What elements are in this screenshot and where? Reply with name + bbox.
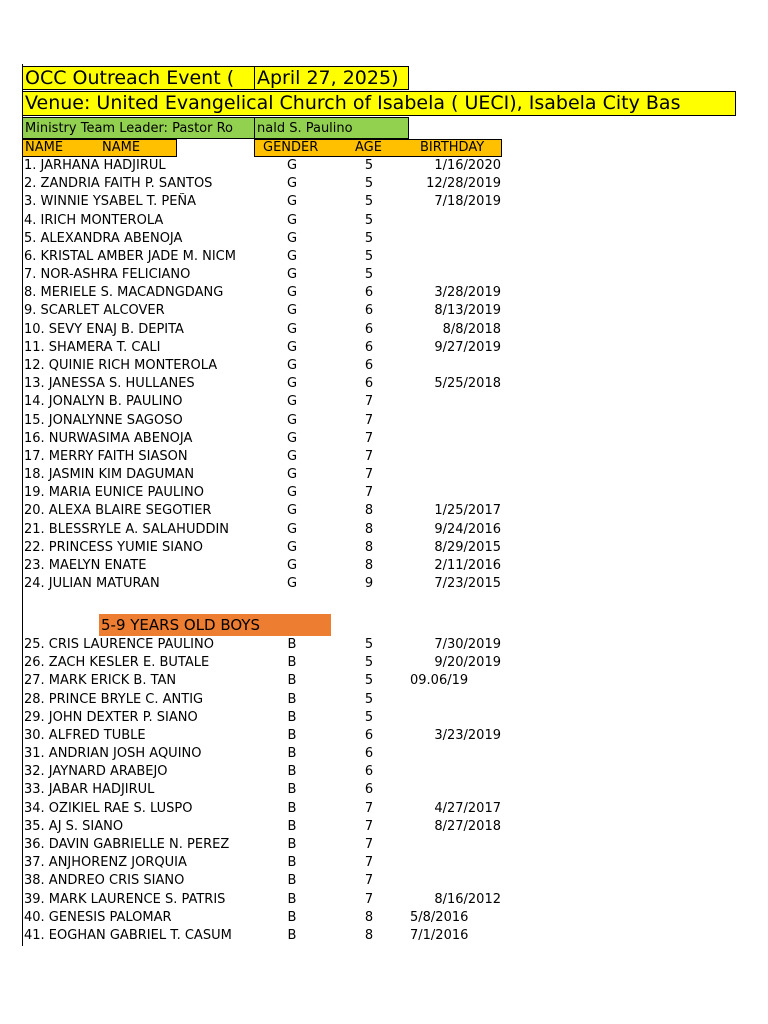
child-name: 4. IRICH MONTEROLA — [24, 212, 164, 228]
table-row[interactable] — [22, 193, 504, 211]
child-name: 27. MARK ERICK B. TAN — [24, 673, 177, 689]
boys-section-label: 5-9 YEARS OLD BOYS — [101, 616, 261, 634]
child-name: 3. WINNIE YSABEL T. PEÑA — [24, 194, 197, 210]
child-gender: G — [286, 448, 298, 464]
table-row[interactable] — [22, 157, 504, 175]
table-row[interactable] — [22, 248, 504, 266]
child-name: 15. JONALYNNE SAGOSO — [24, 412, 183, 428]
child-name: 20. ALEXA BLAIRE SEGOTIER — [24, 503, 212, 519]
child-age: 6 — [364, 357, 374, 373]
child-age: 8 — [364, 927, 374, 943]
child-gender: B — [287, 800, 297, 816]
child-name: 5. ALEXANDRA ABENOJA — [24, 230, 183, 246]
table-row[interactable] — [22, 339, 504, 357]
child-gender: G — [286, 285, 298, 301]
child-age: 5 — [364, 158, 374, 173]
child-gender: G — [286, 485, 298, 501]
child-age: 8 — [364, 539, 374, 555]
table-row[interactable] — [22, 357, 504, 375]
child-birthday: 2/11/2016 — [434, 557, 501, 573]
child-name: 18. JASMIN KIM DAGUMAN — [24, 467, 195, 483]
child-age: 7 — [364, 448, 374, 464]
child-age: 7 — [364, 485, 374, 501]
child-name: 17. MERRY FAITH SIASON — [24, 448, 188, 464]
table-row[interactable] — [22, 557, 504, 575]
table-row[interactable] — [22, 836, 504, 854]
child-name: 21. BLESSRYLE A. SALAHUDDIN — [24, 521, 230, 537]
child-name: 13. JANESSA S. HULLANES — [24, 376, 195, 392]
child-age: 7 — [364, 873, 374, 889]
child-birthday: 3/23/2019 — [434, 727, 501, 743]
child-name: 24. JULIAN MATURAN — [24, 576, 160, 592]
table-row[interactable] — [22, 654, 504, 672]
child-gender: G — [286, 430, 298, 446]
child-gender: B — [287, 855, 297, 871]
child-gender: G — [286, 339, 298, 355]
child-age: 7 — [364, 836, 374, 852]
child-gender: B — [287, 927, 297, 943]
child-age: 7 — [364, 891, 374, 907]
child-gender: G — [286, 394, 298, 410]
child-name: 23. MAELYN ENATE — [24, 557, 147, 573]
child-age: 6 — [364, 285, 374, 301]
child-age: 6 — [364, 782, 374, 798]
child-age: 7 — [364, 818, 374, 834]
table-row[interactable] — [22, 927, 504, 945]
child-age: 5 — [364, 673, 374, 689]
child-age: 7 — [364, 467, 374, 483]
child-birthday: 1/25/2017 — [434, 503, 501, 519]
table-row[interactable] — [22, 375, 504, 393]
child-gender: B — [287, 909, 297, 925]
table-row[interactable] — [22, 691, 504, 709]
child-name: 14. JONALYN B. PAULINO — [24, 394, 183, 410]
table-row[interactable] — [22, 175, 504, 193]
child-name: 28. PRINCE BRYLE C. ANTIG — [24, 691, 204, 707]
child-birthday: 7/1/2016 — [410, 927, 469, 943]
table-row[interactable] — [22, 709, 504, 727]
child-gender: B — [287, 673, 297, 689]
table-row[interactable] — [22, 539, 504, 557]
child-gender: B — [287, 818, 297, 834]
table-row[interactable] — [22, 448, 504, 466]
child-age: 8 — [364, 503, 374, 519]
child-birthday: 8/16/2012 — [434, 891, 501, 907]
child-name: 32. JAYNARD ARABEJO — [24, 764, 168, 780]
child-age: 5 — [364, 248, 374, 264]
child-age: 6 — [364, 303, 374, 319]
child-name: 19. MARIA EUNICE PAULINO — [24, 485, 204, 501]
child-name: 22. PRINCESS YUMIE SIANO — [24, 539, 203, 555]
table-row[interactable] — [22, 763, 504, 781]
child-birthday: 7/18/2019 — [434, 194, 501, 210]
child-name: 1. JARHANA HADJIRUL — [24, 158, 166, 173]
child-gender: B — [287, 764, 297, 780]
child-gender: G — [286, 267, 298, 283]
child-gender: G — [286, 503, 298, 519]
child-name: 38. ANDREO CRIS SIANO — [24, 873, 185, 889]
child-name: 35. AJ S. SIANO — [24, 818, 124, 834]
child-birthday: 12/28/2019 — [426, 176, 501, 192]
child-age: 6 — [364, 339, 374, 355]
child-gender: G — [286, 576, 298, 592]
leader-cell-a[interactable] — [22, 117, 255, 139]
child-birthday: 8/29/2015 — [434, 539, 501, 555]
table-row[interactable] — [22, 302, 504, 320]
child-age: 5 — [364, 212, 374, 228]
table-row[interactable] — [22, 321, 504, 339]
table-row[interactable] — [22, 672, 504, 690]
table-row[interactable] — [22, 575, 504, 593]
child-age: 5 — [364, 176, 374, 192]
child-birthday: 09.06/19 — [410, 673, 469, 689]
child-age: 6 — [364, 321, 374, 337]
child-age: 8 — [364, 557, 374, 573]
child-age: 5 — [364, 230, 374, 246]
table-row[interactable] — [22, 484, 504, 502]
child-gender: G — [286, 376, 298, 392]
child-name: 11. SHAMERA T. CALI — [24, 339, 161, 355]
table-row[interactable] — [22, 727, 504, 745]
header-name-b: NAME — [102, 140, 141, 155]
leader-cell-b[interactable] — [254, 117, 409, 139]
child-birthday: 8/27/2018 — [434, 818, 501, 834]
child-birthday: 8/13/2019 — [434, 303, 501, 319]
child-name: 25. CRIS LAURENCE PAULINO — [24, 637, 214, 652]
child-name: 30. ALFRED TUBLE — [24, 727, 146, 743]
child-age: 7 — [364, 430, 374, 446]
table-row[interactable] — [22, 430, 504, 448]
child-name: 40. GENESIS PALOMAR — [24, 909, 172, 925]
child-age: 6 — [364, 727, 374, 743]
table-row[interactable] — [22, 230, 504, 248]
child-age: 5 — [364, 267, 374, 283]
child-gender: G — [286, 303, 298, 319]
child-age: 6 — [364, 746, 374, 762]
table-row[interactable] — [22, 393, 504, 411]
table-row[interactable] — [22, 891, 504, 909]
column-border — [22, 64, 23, 946]
table-row[interactable] — [22, 412, 504, 430]
venue-cell[interactable] — [22, 91, 736, 116]
event-date-cell[interactable] — [254, 66, 409, 90]
header-gender: GENDER — [263, 140, 319, 155]
table-row[interactable] — [22, 266, 504, 284]
child-gender: G — [286, 557, 298, 573]
child-name: 10. SEVY ENAJ B. DEPITA — [24, 321, 184, 337]
child-birthday: 8/8/2018 — [442, 321, 501, 337]
table-row[interactable] — [22, 212, 504, 230]
child-gender: B — [287, 727, 297, 743]
header-birthday: BIRTHDAY — [420, 140, 485, 155]
table-row[interactable] — [22, 502, 504, 520]
table-row[interactable] — [22, 466, 504, 484]
child-gender: B — [287, 746, 297, 762]
child-birthday: 4/27/2017 — [434, 800, 501, 816]
table-row[interactable] — [22, 781, 504, 799]
child-age: 9 — [364, 576, 374, 592]
table-row[interactable] — [22, 800, 504, 818]
child-gender: G — [286, 357, 298, 373]
child-age: 6 — [364, 376, 374, 392]
child-name: 34. OZIKIEL RAE S. LUSPO — [24, 800, 193, 816]
child-name: 26. ZACH KESLER E. BUTALE — [24, 655, 210, 671]
child-birthday: 5/25/2018 — [434, 376, 501, 392]
event-date: April 27, 2025) — [257, 67, 399, 89]
child-name: 16. NURWASIMA ABENOJA — [24, 430, 193, 446]
child-age: 5 — [364, 691, 374, 707]
child-age: 5 — [364, 637, 374, 652]
child-birthday: 9/27/2019 — [434, 339, 501, 355]
event-title-cell[interactable] — [22, 66, 255, 90]
table-row[interactable] — [22, 854, 504, 872]
child-gender: B — [287, 873, 297, 889]
child-gender: G — [286, 467, 298, 483]
header-rest-cell[interactable] — [254, 139, 502, 157]
child-name: 12. QUINIE RICH MONTEROLA — [24, 357, 218, 373]
header-age: AGE — [355, 140, 382, 155]
child-name: 36. DAVIN GABRIELLE N. PEREZ — [24, 836, 230, 852]
child-gender: B — [287, 655, 297, 671]
child-gender: G — [286, 230, 298, 246]
venue-text: Venue: United Evangelical Church of Isabela ( UECI), Isabela City Bas — [25, 92, 681, 114]
header-name-cell[interactable] — [22, 139, 177, 157]
child-name: 33. JABAR HADJIRUL — [24, 782, 155, 798]
child-age: 7 — [364, 394, 374, 410]
leader-text-b: nald S. Paulino — [257, 121, 353, 136]
table-row[interactable] — [22, 636, 504, 654]
child-gender: G — [286, 539, 298, 555]
child-gender: B — [287, 709, 297, 725]
child-name: 7. NOR-ASHRA FELICIANO — [24, 267, 191, 283]
child-name: 31. ANDRIAN JOSH AQUINO — [24, 746, 202, 762]
child-gender: B — [287, 836, 297, 852]
child-name: 39. MARK LAURENCE S. PATRIS — [24, 891, 226, 907]
child-name: 2. ZANDRIA FAITH P. SANTOS — [24, 176, 213, 192]
table-row[interactable] — [22, 818, 504, 836]
leader-text-a: Ministry Team Leader: Pastor Ro — [25, 121, 233, 136]
child-gender: G — [286, 158, 298, 173]
boys-section-title[interactable] — [99, 614, 331, 636]
table-row[interactable] — [22, 284, 504, 302]
child-age: 5 — [364, 655, 374, 671]
child-birthday: 7/23/2015 — [434, 576, 501, 592]
child-age: 5 — [364, 709, 374, 725]
child-birthday: 7/30/2019 — [434, 637, 501, 652]
child-age: 7 — [364, 855, 374, 871]
table-row[interactable] — [22, 521, 504, 539]
child-name: 6. KRISTAL AMBER JADE M. NICM — [24, 248, 236, 264]
child-age: 5 — [364, 194, 374, 210]
table-row[interactable] — [22, 909, 504, 927]
child-gender: G — [286, 212, 298, 228]
child-birthday: 9/20/2019 — [434, 655, 501, 671]
child-birthday: 9/24/2016 — [434, 521, 501, 537]
child-birthday: 3/28/2019 — [434, 285, 501, 301]
child-birthday: 1/16/2020 — [434, 158, 501, 173]
child-gender: G — [286, 194, 298, 210]
child-age: 6 — [364, 764, 374, 780]
child-gender: B — [287, 691, 297, 707]
child-age: 8 — [364, 909, 374, 925]
child-gender: G — [286, 248, 298, 264]
child-gender: B — [287, 637, 297, 652]
child-birthday: 5/8/2016 — [410, 909, 469, 925]
event-title: OCC Outreach Event ( — [25, 67, 235, 89]
child-name: 29. JOHN DEXTER P. SIANO — [24, 709, 198, 725]
child-age: 7 — [364, 800, 374, 816]
table-row[interactable] — [22, 745, 504, 763]
child-gender: G — [286, 521, 298, 537]
child-name: 41. EOGHAN GABRIEL T. CASUM — [24, 927, 232, 943]
child-gender: G — [286, 412, 298, 428]
table-row[interactable] — [22, 872, 504, 890]
child-gender: G — [286, 321, 298, 337]
child-gender: B — [287, 891, 297, 907]
child-gender: G — [286, 176, 298, 192]
child-gender: B — [287, 782, 297, 798]
child-name: 9. SCARLET ALCOVER — [24, 303, 165, 319]
child-age: 7 — [364, 412, 374, 428]
child-age: 8 — [364, 521, 374, 537]
child-name: 37. ANJHORENZ JORQUIA — [24, 855, 187, 871]
header-name-a: NAME — [25, 140, 64, 155]
child-name: 8. MERIELE S. MACADNGDANG — [24, 285, 224, 301]
